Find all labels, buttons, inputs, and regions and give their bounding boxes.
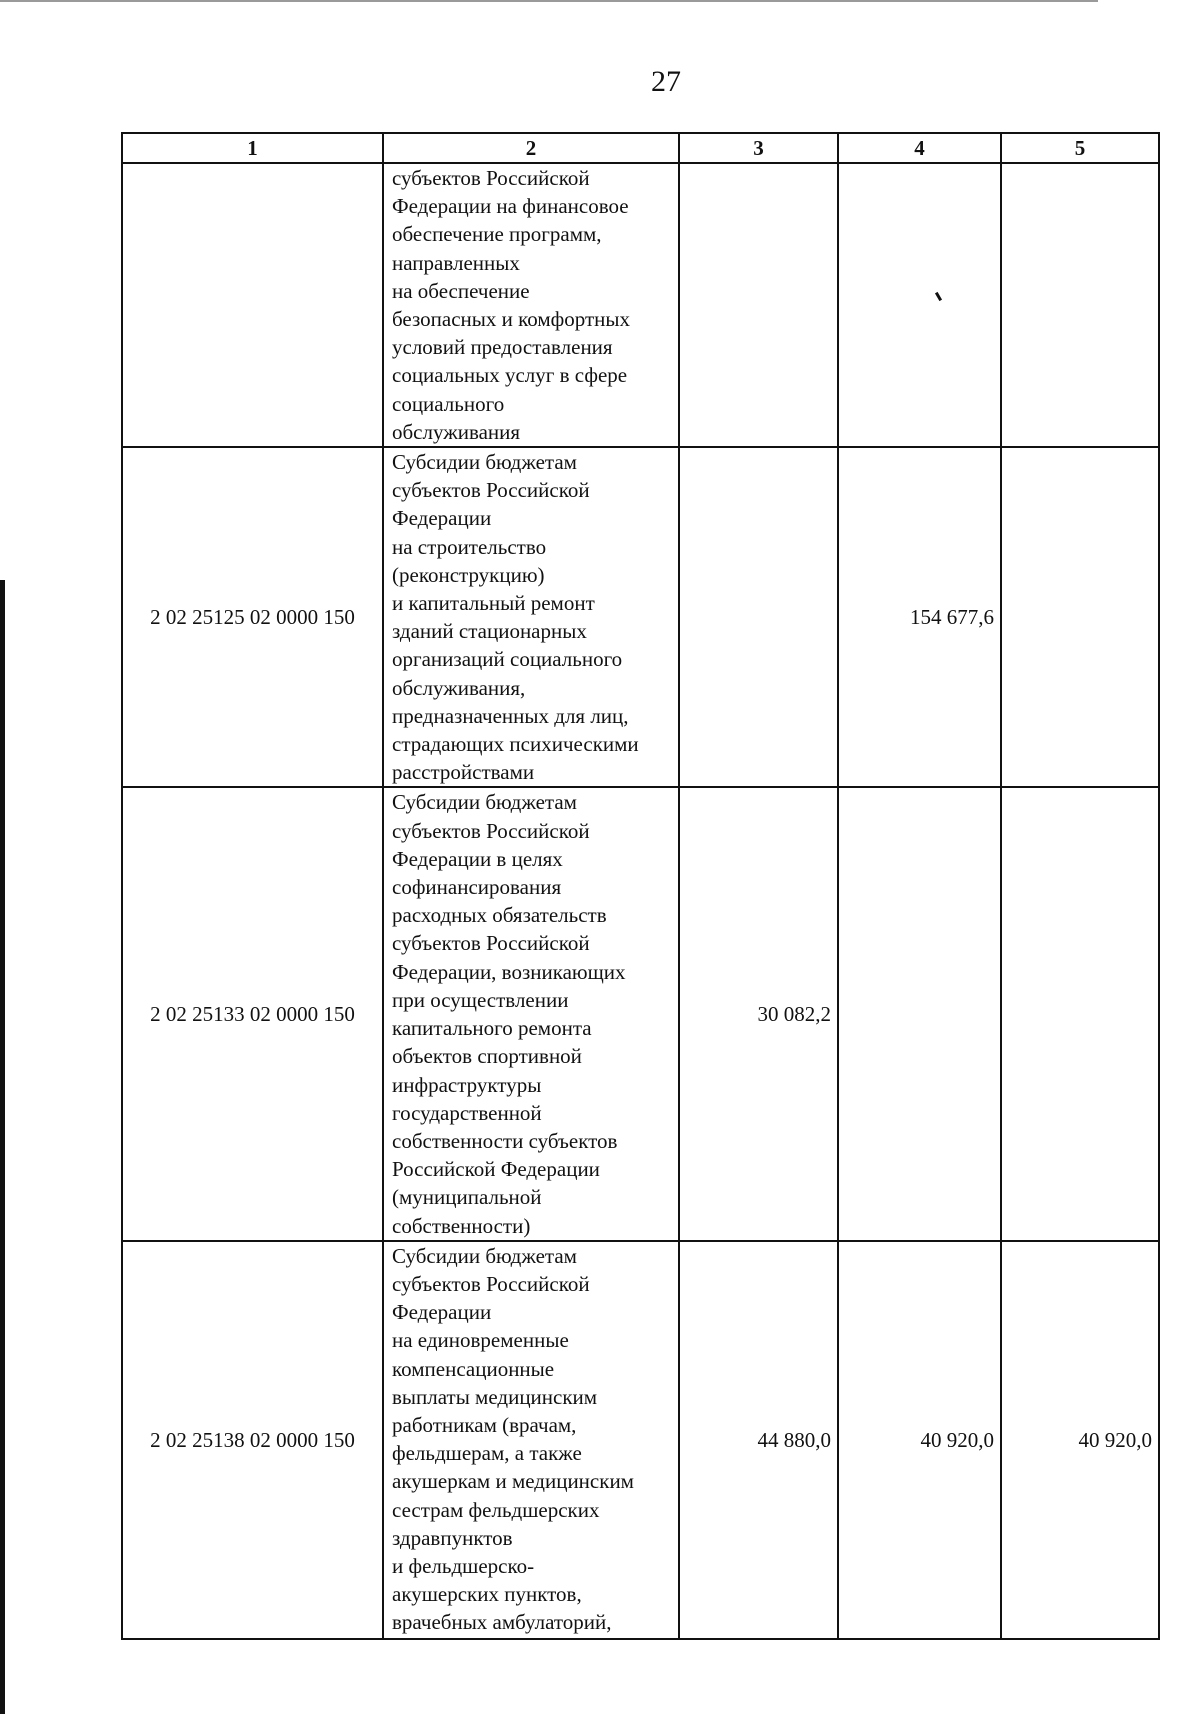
row-code: 2 02 25133 02 0000 150 (122, 787, 383, 1240)
description-line: обеспечение программ, (392, 222, 602, 247)
row-col5 (1001, 787, 1159, 1240)
description-line: выплаты медицинским (392, 1384, 598, 1409)
description-line: Федерации на финансовое (392, 194, 629, 219)
description-line: фельдшерам, а также (392, 1441, 582, 1466)
description-line: собственности субъектов (392, 1128, 618, 1153)
header-col-5: 5 (1001, 133, 1159, 163)
row-description (383, 787, 679, 1240)
description-line: софинансирования (392, 875, 562, 900)
description-line: безопасных и комфортных (392, 307, 631, 332)
row-code (122, 163, 383, 447)
description-line: капитального ремонта (392, 1016, 592, 1041)
description-line: предназначенных для лиц, (392, 703, 629, 728)
row-col3: 30 082,2 (679, 787, 838, 1240)
description-line: и капитальный ремонт (392, 591, 595, 616)
description-line: субъектов Российской (392, 166, 590, 190)
description-line: социальных услуг в сфере (392, 363, 628, 388)
header-col-1: 1 (122, 133, 383, 163)
description-line: обслуживания, (392, 675, 526, 700)
row-col3 (679, 163, 838, 447)
description-line: (муниципальной (392, 1185, 542, 1210)
description-line: Федерации (392, 1300, 492, 1325)
description-line: страдающих психическими (392, 732, 639, 757)
description-line: социального (392, 391, 505, 416)
row-col5: 40 920,0 (1001, 1241, 1159, 1639)
description-line: на строительство (392, 534, 547, 559)
table-row (122, 447, 1159, 787)
description-line: объектов спортивной (392, 1044, 582, 1069)
table-row (122, 163, 1159, 447)
table-header-row (122, 133, 1159, 163)
description-line: собственности) (392, 1213, 531, 1238)
description-line: субъектов Российской (392, 1271, 590, 1296)
description-line: обслуживания (392, 419, 521, 444)
description-line: субъектов Российской (392, 931, 590, 956)
description-line: Федерации в целях (392, 846, 563, 871)
description-line: врачебных амбулаторий, (392, 1610, 612, 1635)
description-line: Российской Федерации (392, 1157, 600, 1182)
row-description (383, 1241, 679, 1639)
row-col5 (1001, 447, 1159, 787)
description-line: при осуществлении (392, 987, 569, 1012)
scan-edge-bar (0, 580, 5, 1714)
row-col4 (838, 787, 1001, 1240)
description-line: организаций социального (392, 647, 623, 672)
description-line: субъектов Российской (392, 818, 590, 843)
description-line: расстройствами (392, 760, 535, 785)
header-col-4: 4 (838, 133, 1001, 163)
description-line: (реконструкцию) (392, 562, 545, 587)
description-line: на единовременные (392, 1328, 569, 1353)
description-line: акушерских пунктов, (392, 1582, 582, 1607)
row-code: 2 02 25125 02 0000 150 (122, 447, 383, 787)
description-line: здравпунктов (392, 1525, 513, 1550)
row-code: 2 02 25138 02 0000 150 (122, 1241, 383, 1639)
description-line: Федерации (392, 506, 492, 531)
row-col3 (679, 447, 838, 787)
description-line: Субсидии бюджетам (392, 450, 577, 475)
description-line: работникам (врачам, (392, 1412, 577, 1437)
description-line: акушеркам и медицинским (392, 1469, 634, 1494)
description-line: Субсидии бюджетам (392, 790, 577, 815)
row-col5 (1001, 163, 1159, 447)
description-line: компенсационные (392, 1356, 555, 1381)
description-line: условий предоставления (392, 335, 613, 360)
top-border-line (0, 0, 1098, 2)
description-line: субъектов Российской (392, 478, 590, 503)
description-line: и фельдшерско- (392, 1553, 535, 1578)
table-body (122, 163, 1159, 1639)
page-number: 27 (651, 65, 681, 98)
description-line: на обеспечение (392, 278, 530, 303)
table-row (122, 1241, 1159, 1639)
row-col4: 154 677,6 (838, 447, 1001, 787)
description-line: инфраструктуры (392, 1072, 542, 1097)
row-col4 (838, 163, 1001, 447)
header-col-2: 2 (383, 133, 679, 163)
row-col3: 44 880,0 (679, 1241, 838, 1639)
row-description (383, 163, 679, 447)
description-line: расходных обязательств (392, 903, 607, 928)
header-col-3: 3 (679, 133, 838, 163)
row-col4: 40 920,0 (838, 1241, 1001, 1639)
budget-table (121, 132, 1160, 1640)
description-line: сестрам фельдшерских (392, 1497, 600, 1522)
description-line: зданий стационарных (392, 619, 587, 644)
description-line: направленных (392, 250, 520, 275)
description-line: государственной (392, 1100, 542, 1125)
table-row (122, 787, 1159, 1240)
row-description (383, 447, 679, 787)
description-line: Субсидии бюджетам (392, 1243, 577, 1268)
description-line: Федерации, возникающих (392, 959, 626, 984)
